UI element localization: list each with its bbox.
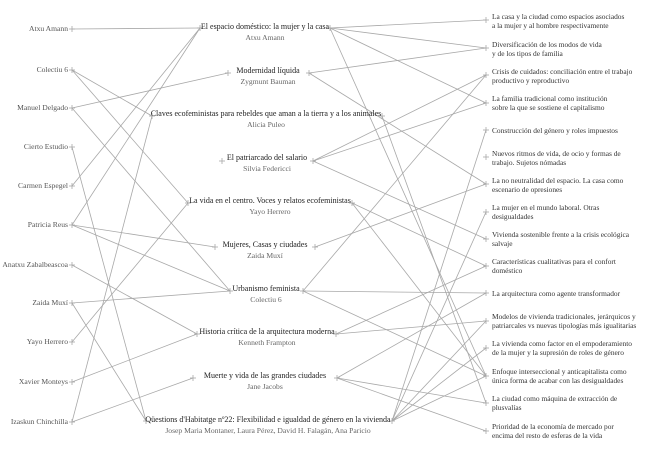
- theme-line-2: desigualdades: [492, 212, 534, 221]
- theme-label: [492, 289, 620, 298]
- theme-node-marker: [483, 100, 489, 106]
- theme-line-1: La arquitectura como agente transformador: [492, 289, 621, 298]
- theme-node-marker: [483, 400, 489, 406]
- book-node: [151, 109, 382, 130]
- book-node: [236, 66, 299, 87]
- book-author: Alicia Puleo: [247, 120, 285, 129]
- author-node-marker: [69, 419, 75, 425]
- theme-label: [492, 312, 636, 330]
- book-theme-link: [352, 203, 486, 376]
- theme-node-marker: [483, 181, 489, 187]
- book-theme-link: [392, 212, 486, 421]
- theme-label: [492, 339, 632, 357]
- theme-line-2: plusvalías: [492, 403, 522, 412]
- book-left-marker: [190, 375, 196, 381]
- theme-line-1: Prioridad de la economía de mercado por: [492, 422, 614, 431]
- theme-line-1: Nuevos ritmos de vida, de ocio y formas de: [492, 149, 621, 158]
- author-node-marker: [69, 379, 75, 385]
- author-label: Manuel Delgado: [17, 103, 68, 112]
- author-book-link: [72, 225, 230, 291]
- author-book-link: [72, 203, 188, 342]
- author-label: Izaskun Chinchilla: [10, 417, 68, 426]
- theme-line-1: Enfoque interseccional y anticapitalista como: [492, 367, 627, 376]
- theme-node-marker: [483, 236, 489, 242]
- author-node-marker: [69, 144, 75, 150]
- book-node: [204, 371, 326, 392]
- theme-label: [492, 40, 602, 58]
- theme-line-2: patriarcales vs nuevas tipologías más igualitarias: [492, 321, 637, 330]
- theme-node-marker: [483, 209, 489, 215]
- book-theme-link: [303, 291, 486, 293]
- book-theme-link: [330, 20, 486, 28]
- book-title: Muerte y vida de las grandes ciudades: [203, 371, 327, 380]
- theme-line-1: Crisis de cuidados: conciliación entre el trabajo: [492, 67, 633, 76]
- theme-line-2: encima del resto de esferas de la vida: [492, 431, 603, 440]
- book-theme-link: [330, 28, 486, 48]
- book-author: Atxu Amann: [245, 33, 285, 42]
- book-theme-link: [392, 321, 486, 421]
- book-title: Historia crítica de la arquitectura moderna: [199, 327, 335, 336]
- author-book-link: [72, 334, 197, 382]
- theme-node-marker: [483, 127, 489, 133]
- theme-label: [492, 203, 599, 221]
- author-label: Cierto Estudio: [23, 142, 68, 151]
- theme-line-2: a la mujer y al hombre respectivamente: [492, 21, 609, 30]
- theme-line-2: doméstico: [492, 266, 523, 275]
- theme-line-1: Construcción del género y roles impuestos: [492, 126, 618, 135]
- theme-node-marker: [483, 263, 489, 269]
- theme-line-1: Características cualitativas para el confort: [492, 257, 616, 266]
- book-title: Qüestions d'Habitatge nº22: Flexibilidad e igualdad de género en la vivienda: [145, 415, 391, 424]
- theme-label: [492, 12, 624, 30]
- author-node-marker: [69, 262, 75, 268]
- author-label: Yayo Herrero: [26, 337, 68, 346]
- book-node: [145, 415, 390, 436]
- theme-line-2: escenario de opresiones: [492, 185, 563, 194]
- book-right-marker: [312, 244, 318, 250]
- author-book-link: [72, 225, 215, 247]
- author-book-link: [72, 73, 228, 108]
- book-title: El patriarcado del salario: [226, 153, 308, 162]
- author-label: Anatxu Zabalbeascoa: [2, 260, 68, 269]
- book-theme-link: [303, 75, 486, 291]
- theme-line-1: La familia tradicional como institución: [492, 94, 608, 103]
- book-right-marker: [306, 70, 312, 76]
- theme-line-2: y de los tipos de familia: [492, 49, 563, 58]
- author-node-marker: [69, 300, 75, 306]
- theme-label: [492, 149, 621, 167]
- theme-node-marker: [483, 428, 489, 434]
- book-author: Colectiu 6: [250, 295, 282, 304]
- book-left-marker: [219, 158, 225, 164]
- author-book-link: [72, 291, 230, 303]
- theme-line-1: La ciudad como máquina de extracción de: [492, 394, 618, 403]
- book-author: Zaida Muxí: [247, 251, 283, 260]
- book-title: La vida en el centro. Voces y relatos ecofeministas: [189, 196, 351, 205]
- author-book-link: [72, 303, 146, 421]
- theme-line-2: de la mujer y la supresión de roles de género: [492, 348, 624, 357]
- theme-line-1: La casa y la ciudad como espacios asociados: [492, 12, 625, 21]
- author-label: Patricia Reus: [27, 220, 68, 229]
- theme-line-2: única forma de acabar con las desigualdades: [492, 376, 624, 385]
- book-theme-link: [392, 348, 486, 421]
- theme-line-2: sobre la que se sostiene el capitalismo: [492, 103, 605, 112]
- book-title: Modernidad líquida: [236, 66, 300, 75]
- author-book-link: [72, 116, 152, 422]
- book-theme-link: [337, 378, 486, 403]
- theme-label: [492, 230, 629, 248]
- theme-label: [492, 67, 632, 85]
- book-theme-link: [392, 130, 486, 421]
- book-node: [227, 153, 307, 174]
- theme-label: [492, 126, 618, 135]
- book-theme-link: [330, 28, 486, 103]
- author-book-link: [72, 265, 197, 334]
- author-label: Zaida Muxí: [32, 298, 68, 307]
- book-left-marker: [225, 70, 231, 76]
- author-label: Carmen Espegel: [18, 181, 68, 190]
- author-label: Xavier Monteys: [18, 377, 68, 386]
- book-node: [199, 327, 334, 348]
- theme-node-marker: [483, 45, 489, 51]
- book-theme-link: [309, 48, 486, 73]
- theme-line-2: productivo y reproductivo: [492, 76, 570, 85]
- book-title: El espacio doméstico: la mujer y la casa: [200, 22, 330, 31]
- theme-label: [492, 367, 627, 385]
- book-right-marker: [334, 375, 340, 381]
- theme-line-1: La mujer en el mundo laboral. Otras: [492, 203, 600, 212]
- theme-line-1: La no neutralidad del espacio. La casa como: [492, 176, 624, 185]
- book-author: Jane Jacobs: [247, 382, 283, 391]
- theme-line-1: Diversificación de los modos de vida: [492, 40, 602, 49]
- book-author: Silvia Federicci: [243, 164, 291, 173]
- book-node: [201, 22, 329, 43]
- book-author: Yayo Herrero: [249, 207, 291, 216]
- theme-node-marker: [483, 154, 489, 160]
- book-node: [223, 240, 308, 261]
- book-title: Claves ecofeministas para rebeldes que aman a la tierra y a los animales: [150, 109, 382, 118]
- theme-line-1: Vivienda sostenible frente a la crisis ecológica: [492, 230, 630, 239]
- theme-line-1: La vivienda como factor en el empoderamiento: [492, 339, 632, 348]
- theme-line-1: Modelos de vivienda tradicionales, jerárquicos y: [492, 312, 636, 321]
- book-node: [189, 196, 351, 217]
- book-title: Mujeres, Casas y ciudades: [222, 240, 308, 249]
- theme-label: [492, 176, 623, 194]
- book-right-marker: [310, 158, 316, 164]
- author-book-link: [72, 28, 200, 186]
- book-theme-link: [336, 266, 486, 334]
- author-label: Atxu Amann: [28, 24, 68, 33]
- theme-label: [492, 257, 616, 275]
- book-node: [232, 284, 299, 305]
- author-book-link: [72, 70, 188, 203]
- book-title: Urbanismo feminista: [232, 284, 300, 293]
- book-author: Josep Maria Montaner, Laura Pérez, David H. Falagán, Ana Paricio: [165, 426, 371, 435]
- book-author: Zygmunt Bauman: [240, 77, 296, 86]
- theme-line-2: salvaje: [492, 239, 513, 248]
- book-theme-link: [336, 321, 486, 334]
- theme-label: [492, 394, 617, 412]
- author-book-link: [72, 28, 200, 29]
- theme-node-marker: [483, 17, 489, 23]
- author-node-marker: [69, 222, 75, 228]
- theme-label: [492, 94, 607, 112]
- book-author: Kenneth Frampton: [238, 338, 296, 347]
- author-label: Colectiu 6: [36, 65, 68, 74]
- theme-line-2: trabajo. Sujetos nómadas: [492, 158, 567, 167]
- theme-node-marker: [483, 290, 489, 296]
- book-left-marker: [212, 244, 218, 250]
- author-node-marker: [69, 26, 75, 32]
- theme-label: [492, 422, 614, 440]
